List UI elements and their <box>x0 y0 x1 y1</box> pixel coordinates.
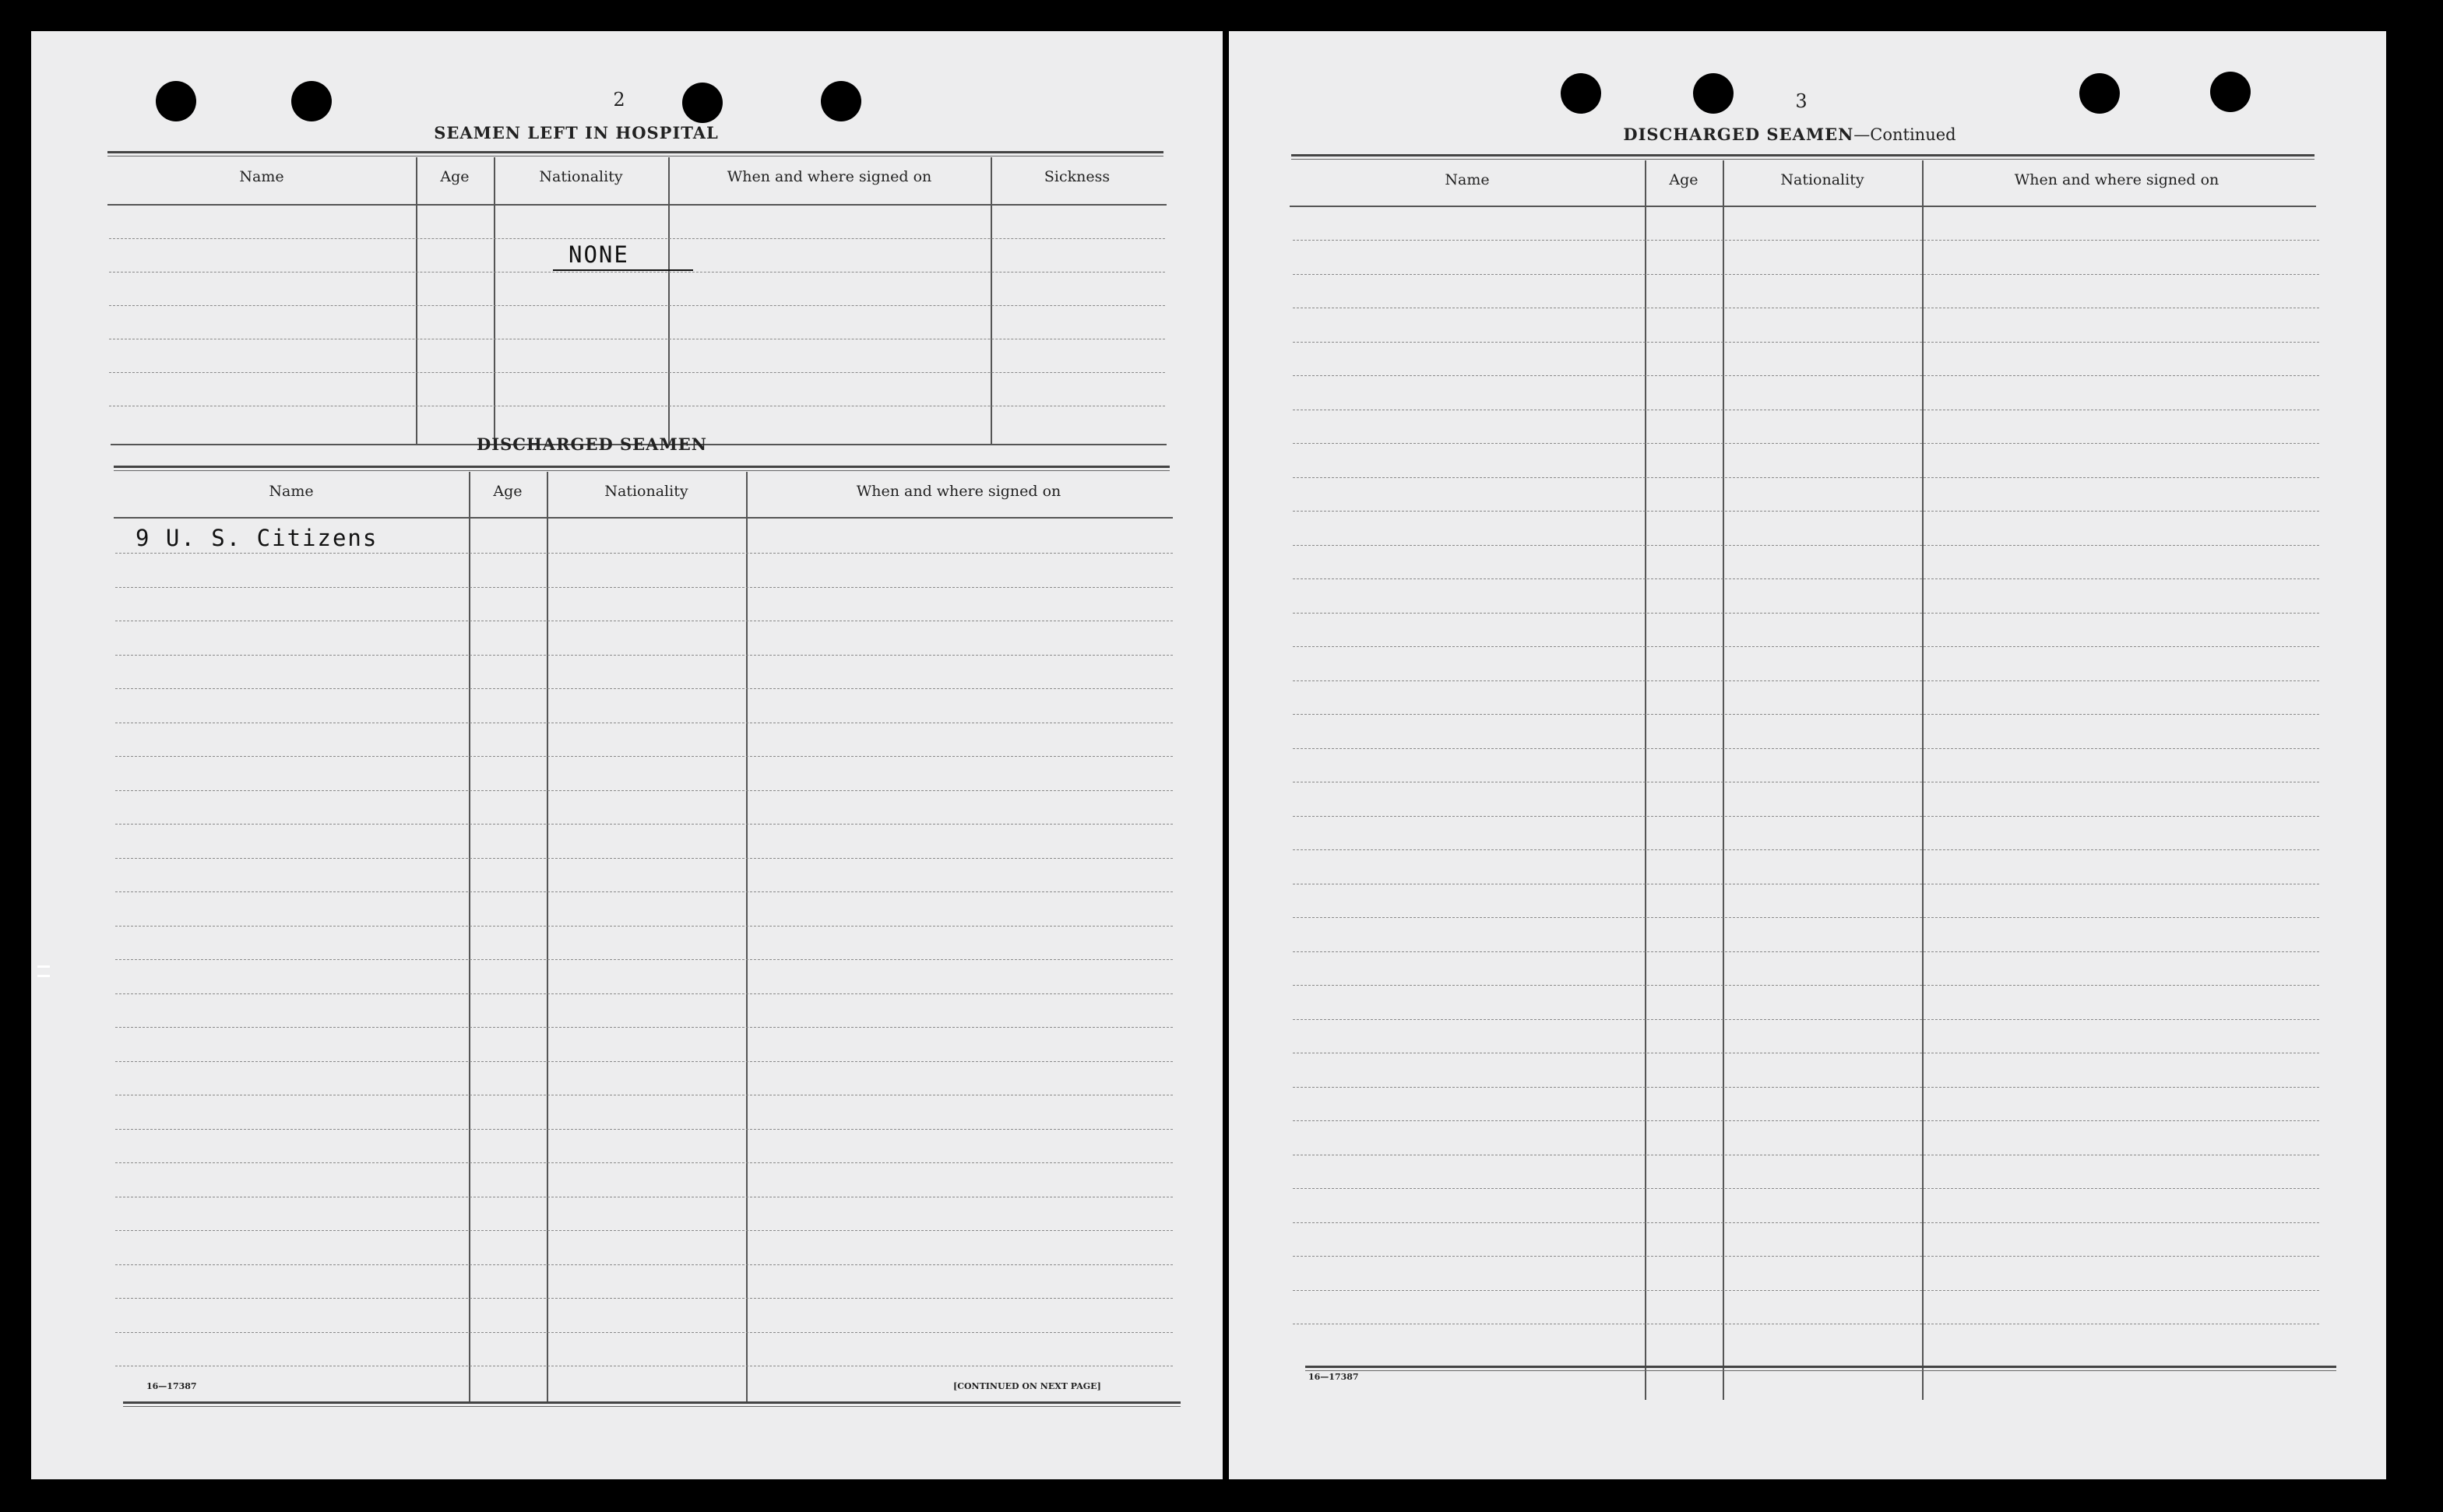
hospital-row-line <box>109 305 1165 306</box>
form-number: 16—17387 <box>146 1381 197 1391</box>
right-section-title <box>1494 125 2086 144</box>
row-line <box>1293 917 2319 918</box>
discharged-entry: 9 U. S. Citizens <box>136 525 378 551</box>
row-line <box>1293 1019 2319 1020</box>
row-line <box>1293 477 2319 478</box>
row-line <box>115 587 1173 588</box>
row-line <box>1293 985 2319 986</box>
row-line <box>1293 545 2319 546</box>
hospital-col-sickness: Sickness <box>1044 168 1111 185</box>
row-line <box>115 926 1173 927</box>
page-number: 3 <box>1795 90 1808 112</box>
row-line <box>1293 951 2319 952</box>
hospital-top-rule <box>107 151 1163 156</box>
continued-note: [CONTINUED ON NEXT PAGE] <box>953 1381 1101 1391</box>
row-line <box>115 655 1173 656</box>
discharged-col-name: Name <box>269 483 314 500</box>
row-line <box>1293 578 2319 579</box>
right-col-age: Age <box>1669 171 1698 188</box>
right-col-name: Name <box>1445 171 1490 188</box>
right-divider <box>1922 160 1924 1400</box>
hospital-entry-none: NONE <box>569 241 629 268</box>
hospital-divider <box>494 157 495 444</box>
hospital-row-line <box>109 238 1165 239</box>
hospital-divider <box>668 157 670 444</box>
row-line <box>1293 1222 2319 1223</box>
hospital-divider <box>416 157 417 444</box>
row-line <box>1293 646 2319 647</box>
row-line <box>115 1332 1173 1333</box>
edge-mark <box>37 975 50 977</box>
row-line <box>115 1162 1173 1163</box>
hospital-col-signed-on: When and where signed on <box>727 168 932 185</box>
hospital-entry-underline <box>553 269 693 271</box>
discharged-section-title: DISCHARGED SEAMEN <box>477 434 707 454</box>
row-line <box>1293 443 2319 444</box>
right-section-title-main: DISCHARGED SEAMEN <box>1623 125 1854 144</box>
discharged-col-signed-on: When and where signed on <box>856 483 1061 500</box>
row-line <box>115 959 1173 960</box>
punch-hole <box>2210 72 2251 112</box>
discharged-bottom-rule <box>123 1401 1181 1407</box>
right-bottom-rule <box>1305 1366 2336 1371</box>
row-line <box>1293 274 2319 275</box>
row-line <box>1293 849 2319 850</box>
row-line <box>1293 240 2319 241</box>
right-col-signed-on: When and where signed on <box>2014 171 2219 188</box>
hospital-row-line <box>109 272 1165 273</box>
hospital-row-line <box>109 372 1165 373</box>
discharged-col-nationality: Nationality <box>604 483 688 500</box>
row-line <box>1293 1087 2319 1088</box>
punch-hole <box>1561 73 1601 114</box>
form-number: 16—17387 <box>1308 1372 1359 1382</box>
row-line <box>1293 1290 2319 1291</box>
row-line <box>1293 680 2319 681</box>
right-section-title-suffix: —Continued <box>1853 125 1956 144</box>
row-line <box>115 756 1173 757</box>
left-page <box>31 31 1223 1479</box>
row-line <box>1293 714 2319 715</box>
punch-hole <box>2079 73 2120 114</box>
row-line <box>115 824 1173 825</box>
discharged-top-rule <box>114 466 1170 471</box>
row-line <box>1293 1120 2319 1121</box>
hospital-col-name: Name <box>239 168 284 185</box>
row-line <box>1293 375 2319 376</box>
page-number: 2 <box>613 89 625 111</box>
punch-hole <box>156 81 196 121</box>
row-line <box>1293 613 2319 614</box>
row-line <box>115 553 1173 554</box>
hospital-section-title: SEAMEN LEFT IN HOSPITAL <box>434 123 719 142</box>
row-line <box>1293 1188 2319 1189</box>
row-line <box>115 1061 1173 1062</box>
row-line <box>1293 1256 2319 1257</box>
row-line <box>1293 748 2319 749</box>
row-line <box>115 1264 1173 1265</box>
right-top-rule <box>1291 154 2315 160</box>
row-line <box>115 1298 1173 1299</box>
right-header-rule <box>1290 206 2316 207</box>
right-col-nationality: Nationality <box>1780 171 1864 188</box>
punch-hole <box>821 81 861 121</box>
discharged-header-rule <box>114 517 1173 519</box>
row-line <box>1293 816 2319 817</box>
hospital-header-rule <box>107 204 1167 206</box>
row-line <box>115 790 1173 791</box>
hospital-col-nationality: Nationality <box>539 168 623 185</box>
right-divider <box>1723 160 1724 1400</box>
punch-hole <box>682 83 723 123</box>
hospital-divider <box>991 157 992 444</box>
punch-hole <box>291 81 332 121</box>
right-page <box>1229 31 2386 1479</box>
row-line <box>115 993 1173 994</box>
discharged-col-age: Age <box>493 483 523 500</box>
row-line <box>1293 342 2319 343</box>
row-line <box>115 1027 1173 1028</box>
row-line <box>115 858 1173 859</box>
hospital-col-age: Age <box>440 168 470 185</box>
row-line <box>115 1230 1173 1231</box>
right-divider <box>1645 160 1646 1400</box>
row-line <box>115 688 1173 689</box>
row-line <box>1293 511 2319 512</box>
edge-mark <box>37 965 50 968</box>
row-line <box>115 1129 1173 1130</box>
punch-hole <box>1693 73 1734 114</box>
row-line <box>115 891 1173 892</box>
